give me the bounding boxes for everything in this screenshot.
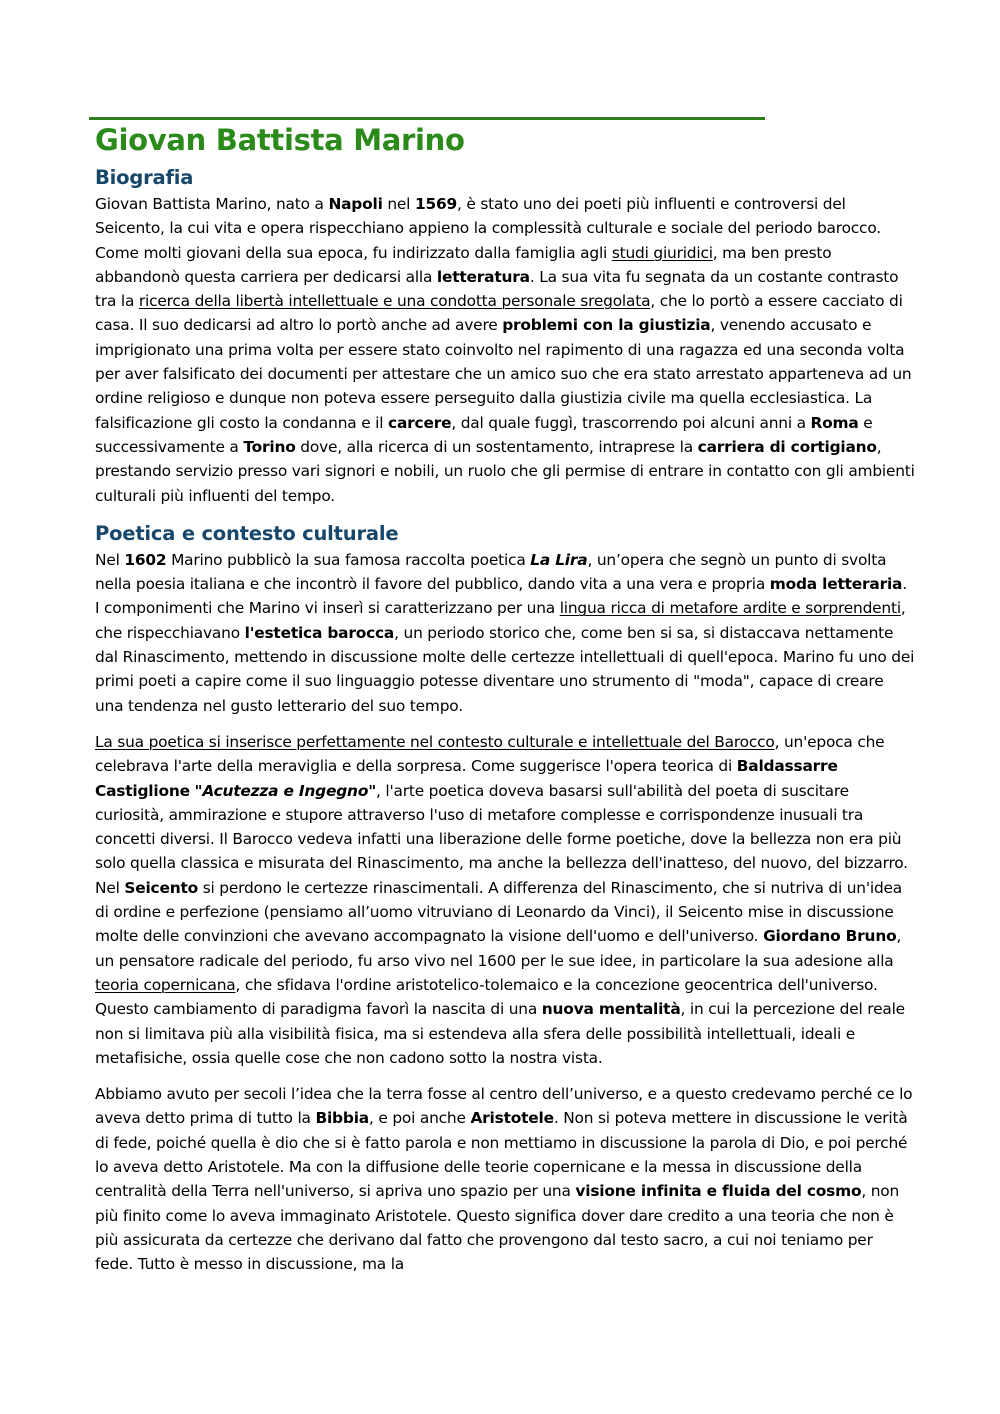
document-title: Giovan Battista Marino xyxy=(95,123,465,157)
emphasis-text: 1569 xyxy=(414,195,457,213)
emphasis-text: nuova mentalità xyxy=(541,1000,681,1019)
underlined-text: La sua poetica si inserisce perfettamente nel contesto culturale e intellettuale del Barocco xyxy=(95,732,775,751)
paragraph: Giovan Battista Marino, nato a Napoli nel 1569, è stato uno dei poeti più influenti e controversi del Seicento, la cui vita e opera rispecchiano appieno la complessità culturale e sociale del periodo barocco. Come molti giovani della sua epoca, fu indirizzato dalla famiglia agli studi giuridici, ma ben presto abbandonò questa carriera per dedicarsi alla letteratura. La sua vita fu segnata da un costante contrasto tra la ricerca della libertà intellettuale e una condotta personale sregolata, che lo portò a essere cacciato di casa. Il suo dedicarsi ad altro lo portò anche ad avere problemi con la giustizia, venendo accusato e imprigionato una prima volta per essere stato coinvolto nel rapimento di una ragazza ed una seconda volta per aver falsificato dei documenti per attestare che un amico suo che era stato arrestato apparteneva ad un ordine religioso e dunque non poteva essere perseguito dalla giustizia civile ma quella ecclesiastica. La falsificazione gli costo la condanna e il carcere, dal quale fuggì, trascorrendo poi alcuni anni a Roma e successivamente a Torino dove, alla ricerca di un sostentamento, intraprese la carriera di cortigiano, prestando servizio presso vari signori e nobili, un ruolo che gli permise di entrare in contatto con gli ambienti culturali più influenti del tempo. xyxy=(95,195,915,505)
emphasis-text: carcere xyxy=(388,413,452,432)
emphasis-text: Torino xyxy=(243,437,296,456)
emphasis-text: "Acutezza e Ingegno" xyxy=(194,781,377,800)
emphasis-text: moda letteraria xyxy=(769,575,903,594)
underlined-text: studi giuridici xyxy=(611,243,713,262)
underlined-text: lingua ricca di metafore ardite e sorprendenti xyxy=(559,599,901,618)
section-heading: Biografia xyxy=(95,166,194,189)
underlined-text: teoria copernicana xyxy=(95,975,236,994)
emphasis-text: Baldassarre Castiglione xyxy=(95,757,838,800)
section-heading: Poetica e contesto culturale xyxy=(95,521,399,545)
emphasis-text: Seicento xyxy=(124,878,199,897)
emphasis-text: letteratura xyxy=(436,267,530,286)
emphasis-text: Napoli xyxy=(328,195,383,213)
paragraph: La sua poetica si inserisce perfettamente nel contesto culturale e intellettuale del Barocco, un'epoca che celebrava l'arte della meraviglia e della sorpresa. Come suggerisce l'opera teorica di Baldassarre Castiglione "Acutezza e Ingegno", l'arte poetica doveva basarsi sull'abilità del poeta di suscitare curiosità, ammirazione e stupore attraverso l'uso di metafore complesse e corrispondenze inusuali tra concetti diversi. Il Barocco vedeva infatti una liberazione delle forme poetiche, dove la bellezza non era più solo quella classica e misurata del Rinascimento, ma anche la bellezza dell'inatteso, del nuovo, del bizzarro. Nel Seicento si perdono le certezze rinascimentali. A differenza del Rinascimento, che si nutriva di un'idea di ordine e perfezione (pensiamo all’uomo vitruviano di Leonardo da Vinci), il Seicento mise in discussione molte delle convinzioni che avevano accompagnato la visione dell'uomo e dell'universo. Giordano Bruno, un pensatore radicale del periodo, fu arso vivo nel 1600 per le sue idee, in particolare la sua adesione alla teoria copernicana, che sfidava l'ordine aristotelico-tolemaico e la concezione geocentrica dell'universo. Questo cambiamento di paradigma favorì la nascita di una nuova mentalità, in cui la percezione del reale non si limitava più alla visibilità fisica, ma si estendeva alla sfera delle possibilità intellettuali, ideali e metafisiche, ossia quelle cose che non cadono sotto la nostra vista. xyxy=(95,732,908,1067)
emphasis-text: La Lira xyxy=(530,550,588,569)
underlined-text: ricerca della libertà intellettuale e una condotta personale sregolata xyxy=(138,292,651,311)
paragraph: Nel 1602 Marino pubblicò la sua famosa raccolta poetica La Lira, un’opera che segnò un punto di svolta nella poesia italiana e che incontrò il favore del pubblico, dando vita a una vera e propria moda letteraria. I componimenti che Marino vi inserì si caratterizzano per una lingua ricca di metafore ardite e sorprendenti, che rispecchiavano l'estetica barocca, un periodo storico che, come ben si sa, si distaccava nettamente dal Rinascimento, mettendo in discussione molte delle certezze intellettuali di quell'epoca. Marino fu uno dei primi poeti a capire come il suo linguaggio potesse diventare uno strumento di "moda", capace di creare una tendenza nel gusto letterario del suo tempo. xyxy=(95,550,915,715)
emphasis-text: carriera di cortigiano xyxy=(697,437,877,456)
emphasis-text: visione infinita e fluida del cosmo xyxy=(575,1182,862,1201)
emphasis-text: Roma xyxy=(810,413,859,432)
emphasis-text: Giordano Bruno xyxy=(763,927,897,946)
section-poetica xyxy=(95,520,915,1277)
emphasis-text: l'estetica barocca xyxy=(244,623,395,642)
emphasis-text: Aristotele xyxy=(470,1109,554,1128)
emphasis-text: 1602 xyxy=(124,550,167,569)
emphasis-text: problemi con la giustizia xyxy=(502,316,711,335)
document-body xyxy=(95,120,915,1276)
emphasis-text: Bibbia xyxy=(315,1109,369,1128)
paragraph: Abbiamo avuto per secoli l’idea che la terra fosse al centro dell’universo, e a questo credevamo perché ce lo aveva detto prima di tutto la Bibbia, e poi anche Aristotele. Non si poteva mettere in discussione le verità di fede, poiché quella è dio che si è fatto parola e non mettiamo in discussione la parola di Dio, e poi perché lo aveva detto Aristotele. Ma con la diffusione delle teorie copernicane e la messa in discussione della centralità della Terra nell'universo, si apriva uno spazio per una visione infinita e fluida del cosmo, non più finito come lo aveva immaginato Aristotele. Questo significa dover dare credito a una teoria che non è più assicurata da certezze che derivano dal fatto che provengono dal testo sacro, a cui noi teniamo per fede. Tutto è messo in discussione, ma la xyxy=(95,1085,913,1274)
section-biografia xyxy=(95,164,915,508)
